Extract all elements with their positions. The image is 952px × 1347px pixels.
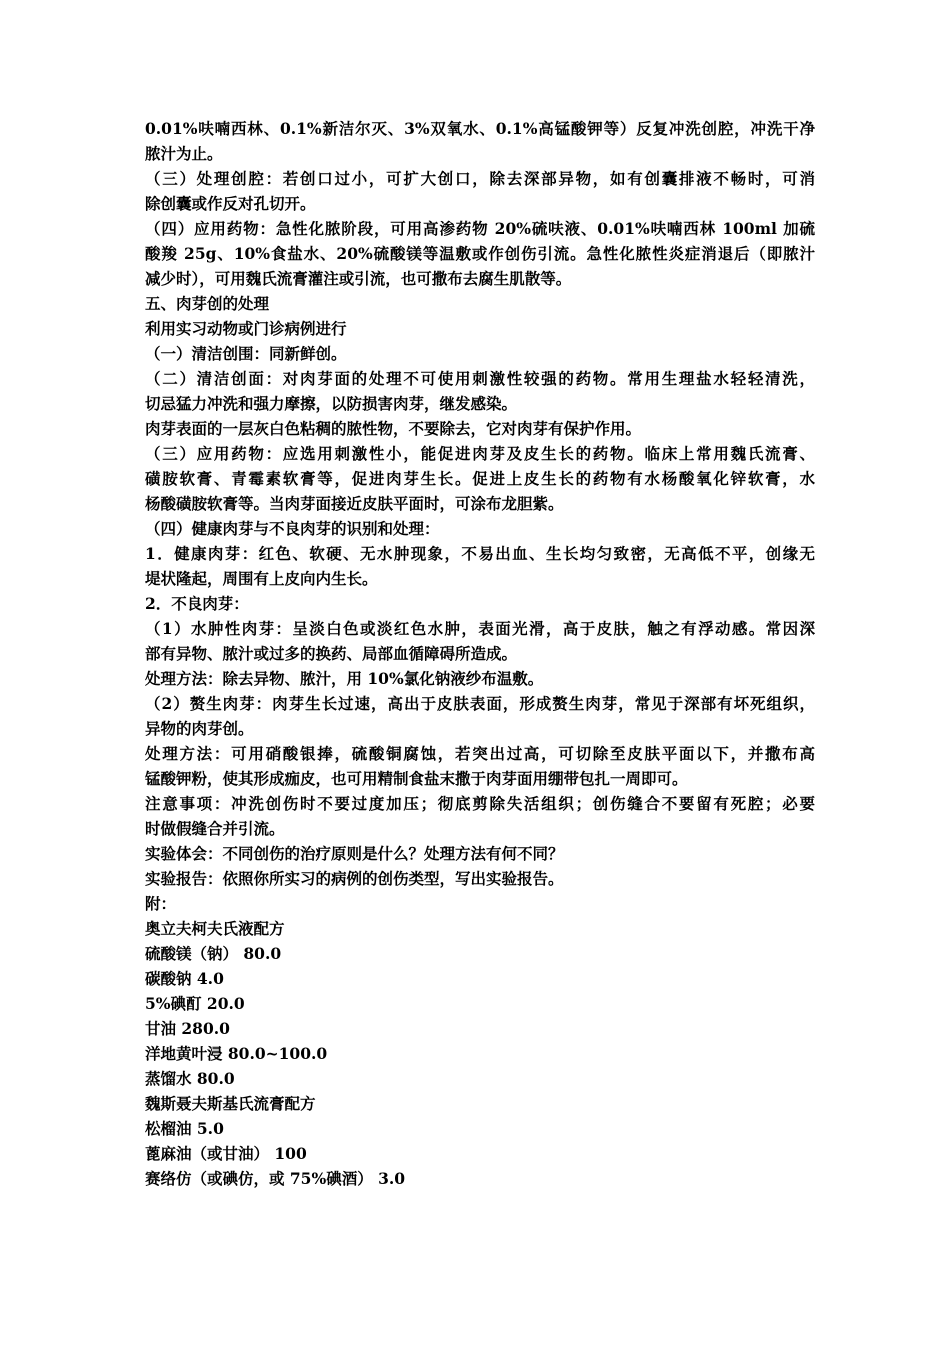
text-line: 脓汁为止。: [145, 144, 223, 163]
text-line: （2）赘生肉芽：肉芽生长过速，高出于皮肤表面，形成赘生肉芽，常见于深部有坏死组织，: [145, 694, 815, 713]
text-line: 切忌猛力冲洗和强力摩擦，以防损害肉芽，继发感染。: [145, 394, 518, 413]
text-line: （三）处理创腔：若创口过小，可扩大创口，除去深部异物，如有创囊排液不畅时，可消: [145, 169, 815, 188]
formula-item: 蒸馏水 80.0: [145, 1069, 235, 1088]
text-line: 肉芽表面的一层灰白色粘稠的脓性物，不要除去，它对肉芽有保护作用。: [145, 419, 642, 438]
text-line: 减少时），可用魏氏流膏灌注或引流，也可撒布去腐生肌散等。: [145, 269, 572, 288]
formula-heading: 奥立夫柯夫氏液配方: [145, 919, 285, 938]
text-line: 1．健康肉芽：红色、软硬、无水肿现象，不易出血、生长均匀致密，无高低不平，创缘无: [145, 544, 815, 563]
formula-heading: 魏斯聂夫斯基氏流膏配方: [145, 1094, 316, 1113]
text-line: （一）清洁创围：同新鲜创。: [145, 344, 347, 363]
document-page: [145, 116, 815, 1191]
text-line: 附：: [145, 894, 177, 913]
text-line: 注意事项：冲洗创伤时不要过度加压；彻底剪除失活组织；创伤缝合不要留有死腔；必要: [145, 794, 815, 813]
section-heading: 五、肉芽创的处理: [145, 294, 270, 313]
text-line: 处理方法：除去异物、脓汁，用 10%氯化钠液纱布温敷。: [145, 669, 544, 688]
formula-item: 松榴油 5.0: [145, 1119, 224, 1138]
text-line: 酸羧 25g、10%食盐水、20%硫酸镁等温敷或作创伤引流。急性化脓性炎症消退后（即脓汁: [145, 244, 815, 263]
text-line: （三）应用药物：应选用刺激性小，能促进肉芽及皮生长的药物。临床上常用魏氏流膏、: [145, 444, 815, 463]
text-line: 时做假缝合并引流。: [145, 819, 285, 838]
text-line: 0.01%呋喃西林、0.1%新洁尔灭、3%双氧水、0.1%高锰酸钾等）反复冲洗创腔，冲洗干净: [145, 119, 815, 138]
formula-item: 洋地黄叶浸 80.0~100.0: [145, 1044, 328, 1063]
text-line: 杨酸磺胺软膏等。当肉芽面接近皮肤平面时，可涂布龙胆紫。: [145, 494, 564, 513]
text-line: 磺胺软膏、青霉素软膏等，促进肉芽生长。促进上皮生长的药物有水杨酸氧化锌软膏，水: [145, 469, 815, 488]
text-line: 部有异物、脓汁或过多的换药、局部血循障碍所造成。: [145, 644, 518, 663]
text-line: 异物的肉芽创。: [145, 719, 254, 738]
text-line: （1）水肿性肉芽：呈淡白色或淡红色水肿，表面光滑，高于皮肤，触之有浮动感。常因深: [145, 619, 815, 638]
formula-item: 5%碘酊 20.0: [145, 994, 245, 1013]
text-line: 2．不良肉芽：: [145, 594, 249, 613]
text-line: 堤状隆起，周围有上皮向内生长。: [145, 569, 378, 588]
text-line: 实验体会：不同创伤的治疗原则是什么？处理方法有何不同？: [145, 844, 564, 863]
formula-item: 赛络仿（或碘仿，或 75%碘酒） 3.0: [145, 1169, 406, 1188]
text-line: 利用实习动物或门诊病例进行: [145, 319, 347, 338]
formula-item: 甘油 280.0: [145, 1019, 230, 1038]
text-line: 实验报告：依照你所实习的病例的创伤类型，写出实验报告。: [145, 869, 564, 888]
formula-item: 碳酸钠 4.0: [145, 969, 224, 988]
text-line: （四）健康肉芽与不良肉芽的识别和处理：: [145, 519, 440, 538]
text-line: 处理方法：可用硝酸银捧，硫酸铜腐蚀，若突出过高，可切除至皮肤平面以下，并撒布高: [145, 744, 815, 763]
text-line: （二）清洁创面：对肉芽面的处理不可使用刺激性较强的药物。常用生理盐水轻轻清洗，: [145, 369, 815, 388]
text-line: 除创囊或作反对孔切开。: [145, 194, 316, 213]
text-line: 锰酸钾粉，使其形成痂皮，也可用精制食盐末撒于肉芽面用绷带包扎一周即可。: [145, 769, 688, 788]
text-line: （四）应用药物：急性化脓阶段，可用高渗药物 20%硫呋液、0.01%呋喃西林 100ml 加硫: [145, 219, 815, 238]
formula-item: 硫酸镁（钠） 80.0: [145, 944, 282, 963]
formula-item: 蓖麻油（或甘油） 100: [145, 1144, 307, 1163]
